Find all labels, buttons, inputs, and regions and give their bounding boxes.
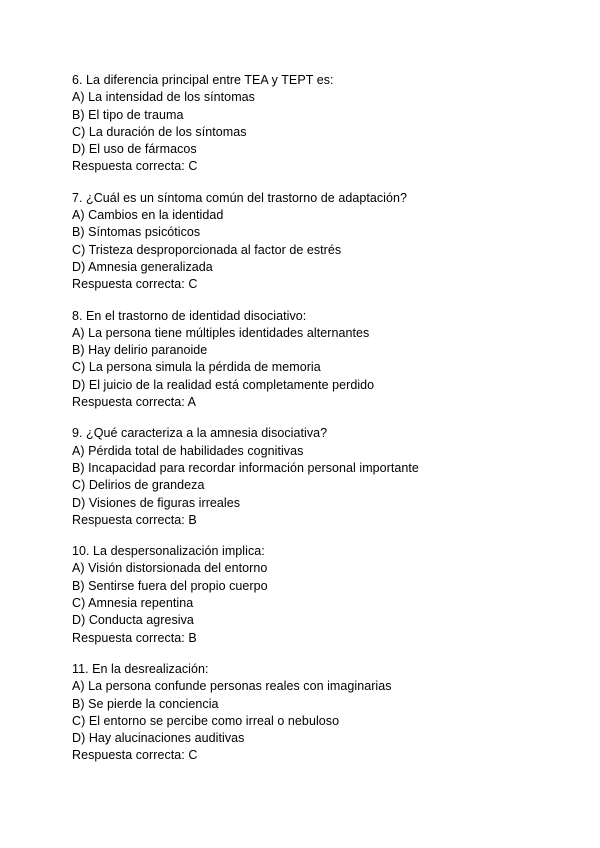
option-a: A) Visión distorsionada del entorno bbox=[72, 561, 268, 576]
option-c: C) La persona simula la pérdida de memoria bbox=[72, 360, 321, 375]
question-11 bbox=[72, 661, 552, 765]
question-7 bbox=[72, 190, 552, 294]
question-prompt: 6. La diferencia principal entre TEA y TEPT es: bbox=[72, 73, 334, 87]
option-c: C) Delirios de grandeza bbox=[72, 478, 205, 493]
correct-answer: Respuesta correcta: C bbox=[72, 159, 198, 174]
option-a: A) Cambios en la identidad bbox=[72, 208, 224, 223]
option-b: B) Se pierde la conciencia bbox=[72, 696, 219, 711]
correct-answer: Respuesta correcta: B bbox=[72, 630, 197, 645]
option-b: B) Hay delirio paranoide bbox=[72, 343, 208, 358]
option-c: C) La duración de los síntomas bbox=[72, 124, 247, 139]
question-9 bbox=[72, 425, 552, 529]
option-d: D) El uso de fármacos bbox=[72, 142, 197, 157]
option-d: D) Conducta agresiva bbox=[72, 613, 194, 628]
question-prompt: 11. En la desrealización: bbox=[72, 661, 209, 676]
question-prompt: 7. ¿Cuál es un síntoma común del trastorno de adaptación? bbox=[72, 190, 407, 205]
option-a: A) La persona confunde personas reales con imaginarias bbox=[72, 679, 392, 694]
option-b: B) Sentirse fuera del propio cuerpo bbox=[72, 578, 268, 593]
question-prompt: 10. La despersonalización implica: bbox=[72, 544, 265, 559]
option-d: D) Hay alucinaciones auditivas bbox=[72, 731, 245, 746]
option-c: C) Tristeza desproporcionada al factor de estrés bbox=[72, 242, 342, 257]
question-prompt: 8. En el trastorno de identidad disociativo: bbox=[72, 308, 307, 323]
option-a: A) La persona tiene múltiples identidades alternantes bbox=[72, 325, 370, 340]
document-page bbox=[72, 72, 552, 779]
option-a: A) La intensidad de los síntomas bbox=[72, 90, 255, 105]
option-b: B) El tipo de trauma bbox=[72, 107, 184, 122]
option-b: B) Síntomas psicóticos bbox=[72, 225, 201, 240]
option-c: C) Amnesia repentina bbox=[72, 596, 194, 611]
correct-answer: Respuesta correcta: C bbox=[72, 748, 198, 763]
option-b: B) Incapacidad para recordar información personal importante bbox=[72, 460, 419, 475]
option-d: D) Visiones de figuras irreales bbox=[72, 495, 241, 510]
option-a: A) Pérdida total de habilidades cognitivas bbox=[72, 443, 304, 458]
option-d: D) El juicio de la realidad está completamente perdido bbox=[72, 377, 375, 392]
option-c: C) El entorno se percibe como irreal o nebuloso bbox=[72, 713, 340, 728]
option-d: D) Amnesia generalizada bbox=[72, 259, 213, 274]
question-6 bbox=[72, 72, 552, 176]
question-8 bbox=[72, 308, 552, 412]
question-10 bbox=[72, 543, 552, 647]
correct-answer: Respuesta correcta: A bbox=[72, 395, 197, 410]
question-prompt: 9. ¿Qué caracteriza a la amnesia disociativa? bbox=[72, 426, 328, 441]
correct-answer: Respuesta correcta: B bbox=[72, 512, 197, 527]
correct-answer: Respuesta correcta: C bbox=[72, 277, 198, 292]
